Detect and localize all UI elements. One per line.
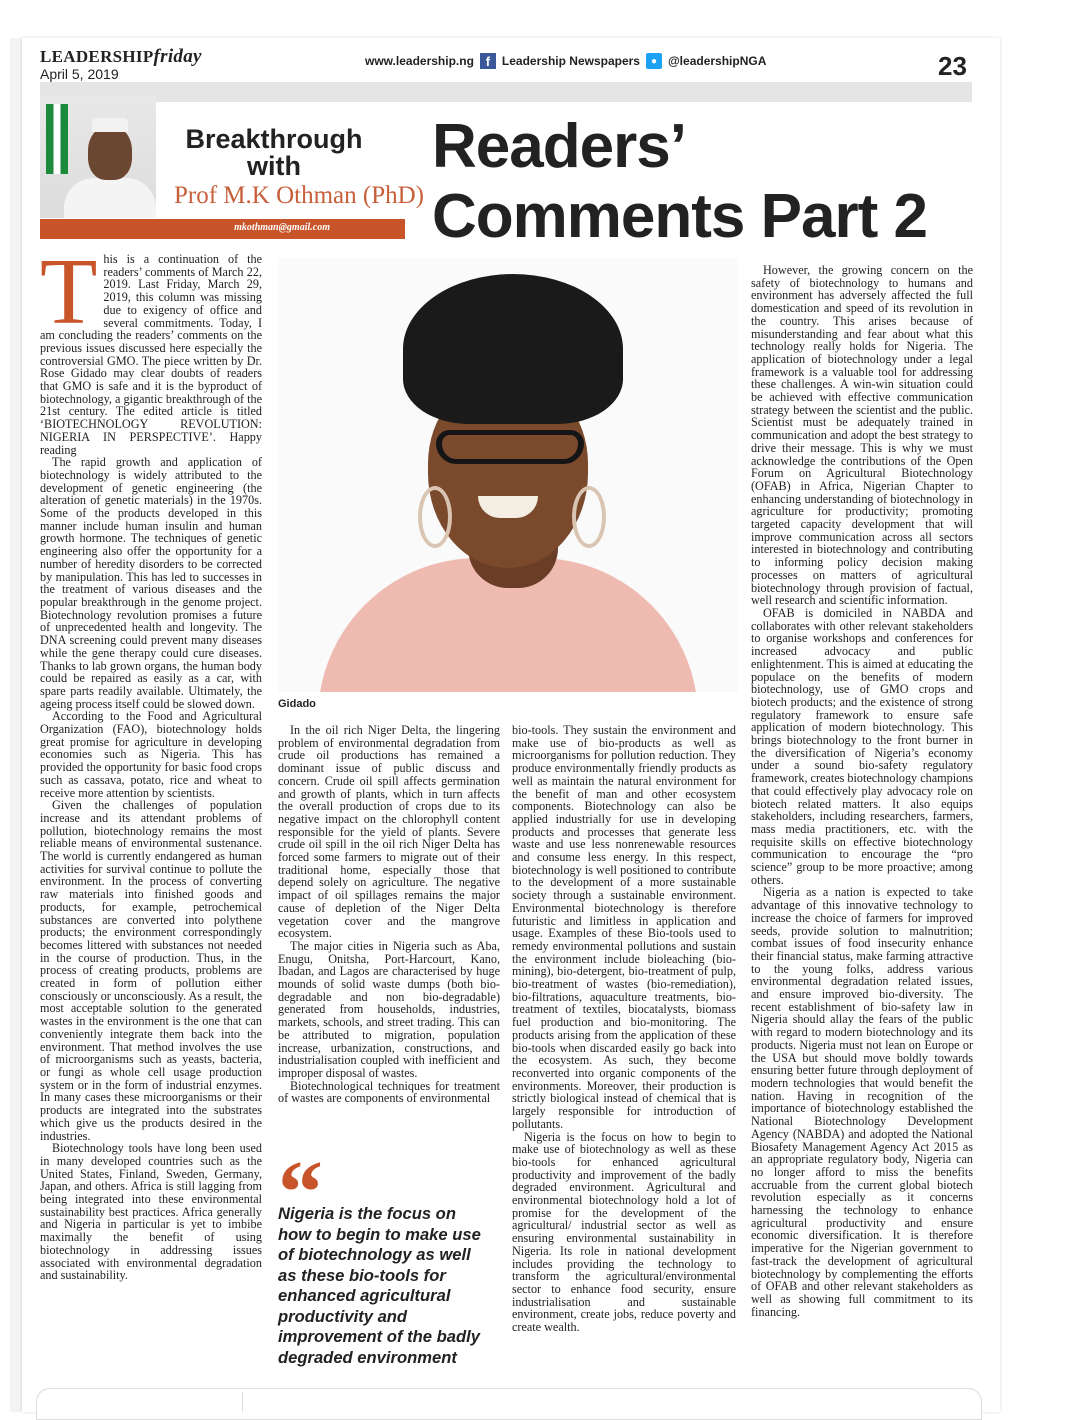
paragraph: Biotechnology tools have long been used in many developed countries such as the United States, Finland, Sweden, Germany, Japan, and others. Africa is still lagging from being integrated into these environmental sustainability best practices. Africa generally and Nigeria in particular is yet to imbibe maximally the benefit of using biotechnology in addressing issues associated with environmental degradation and sustainability. [40,1141,262,1283]
header-links [365,53,766,69]
twitter-icon: ● [646,53,662,69]
pull-quote: Nigeria is the focus on how to begin to make use of biotechnology as well as these bio-tools for enhanced agricultural productivity and improvement of the badly degraded environment [278,1204,481,1367]
article-column-2 [278,724,500,1105]
paragraph: The rapid growth and application of biotechnology is widely attributed to the development of genetic engineering (the alteration of genetic materials) in the 1970s. Some of the products developed in this manner include human insulin and human growth hormone. The techniques of genetic engineering also offer the opportunity for a number of heredity disorders to be corrected by manipulation. This has led to successes in the treatment of various diseases and the popular breakthrough in the genome project. Biotechnology revolution promises a future of unprecedented health and longevity. The DNA screening could prevent many diseases while the gene therapy could cure diseases. Thanks to lab grown organs, the human body could be repaired as easily as a car, with spare parts readily available. Ultimately, the ageing process itself could be slowed down. [40,455,262,711]
article-column-3 [512,724,736,1334]
issue-date: April 5, 2019 [40,66,119,82]
paragraph: According to the Food and Agricultural Organization (FAO), biotechnology holds great promise for agriculture in developing economies such as Nigeria. This has provided the opportunity for basic food crops such as cassava, potato, rice and wheat to receive more attention by scientists. [40,709,262,800]
masthead-logo [40,46,202,68]
photo-headwrap [403,274,623,424]
paragraph: In the oil rich Niger Delta, the lingering problem of environmental degradation from crude oil productions has remained a dominant issue of public discuss and concern. Crude oil spill affects germination and growth of plants, which in turn affects the overall production of crops due to its negative impact on the chlorophyll content responsible for the yield of plants. Severe crude oil spill in the oil rich Niger Delta has forced some farmers to migrate out of their traditional home, especially those that depend solely on agriculture. The negative impact of oil spillages remains the major cause of depletion of the Niger Delta vegetation cover and the mangrove ecosystem. [278,723,500,941]
brand-main: LEADERSHIP [40,47,154,66]
photo-glasses [436,430,584,464]
paragraph [40,240,262,457]
paragraph: The major cities in Nigeria such as Aba, Enugu, Onitsha, Port-Harcourt, Kano, Ibadan, and Lagos are characterised by huge mounds of solid waste dumps (both bio-degradable and non bio-degradable) generated from households, industries, markets, schools, and street trading. This can be attributed to migration, population increase, urbanization, constructions, and industrialisation coupled with inefficient and improper disposal of wastes. [278,938,500,1080]
photo-caption: Gidado [278,698,316,710]
column-title [174,126,374,180]
cap-shape [92,118,128,132]
columnist-email[interactable]: mkothman@gmail.com [234,222,330,233]
article-column-4 [751,264,973,1318]
bottom-divider [242,1392,243,1412]
brand-sub: friday [153,46,202,67]
paragraph: Nigeria is the focus on how to begin to make use of biotechnology as well as these bio-tools for enhanced agricultural productivity and improvement of the badly degraded environment. Agricultural and environmental biotechnology hold a lot of promise for the development of the agricultural/ industrial sector as well as ensuring environmental sustainability in Nigeria. Its role in national development includes providing the technology to transform the agricultural/environmental sector to enhance food security, ensure industrialisation and sustainable environment, create jobs, reduce poverty and create wealth. [512,1129,736,1335]
bottom-panel [36,1388,982,1420]
article-photo [278,258,738,692]
website-link[interactable]: www.leadership.ng [365,54,474,68]
paragraph: Given the challenges of population increase and its attendant problems of pollution, biotechnology remains the most reliable means of environmental sustenance. The world is currently endangered as human activities for survival continue to pollute the environment. In the process of converting raw materials into finished goods and products, for example, petrochemical substances are converted into polythene products; the environment correspondingly becomes littered with substances not needed in the course of production. Thus, in the process of creating products, problems are created in form of pollution either consciously or unconsciously. As a result, the most acceptable solution to the generated wastes in the environment is the one that can conveniently integrate them back into the environment. That method involves the use of microorganisms such as yeasts, bacteria, or fungi as whole cell usage production system or in the form of industrial enzymes. In many cases these microorganisms or their products are integrated into the substrates which give us the products desired in the industries. [40,798,262,1143]
email-bar [40,219,405,239]
paragraph: Nigeria as a nation is expected to take advantage of this innovative technology to increase the choice of farmers for improved seeds, provide solution to malnutrition; combat issues of food insecurity enhance their financial status, make farming attractive to the young folks, address various environmental degradation related issues, and ensure improved bio-diversity. The recent establishment of bio-safety law in Nigeria should allay the fears of the public with regard to modern biotechnology and its products. Nigeria must not lean on Europe or the USA but should move boldly towards ensuring better future through deployment of modern technologies that would benefit the nation. Having in recognition of the importance of biotechnology established the National Biotechnology Development Agency (NABDA) and adopted the National Biosafety Management Agency Act 2015 as an appropriate regulatory body, Nigeria can no longer afford to miss the benefits accruable from the current global biotech revolution especially as it concerns harnessing the technology to enhance agricultural productivity and ensure economic diversification. It is therefore imperative for the Nigerian government to fast-track the development of agricultural biotechnology by complementing the efforts of OFAB and other relevant stakeholders as well as showing full commitment to its financing. [751,885,973,1319]
paragraph-text: his is a continuation of the readers’ comments of March 22, 2019. Last Friday, March 29, 2019, this column was missing due to exigency of office and several commitments. Today, I am concluding the readers’ comments on the previous issues discussed here especially the controversial GMO. The piece written by Dr. Rose Gidado may clear doubts of readers that GMO is safe and it is the byproduct of biotechnology, a gigantic breakthrough of the 21st century. The edited article is titled ‘BIOTECHNOLOGY REVOLUTION: NIGERIA IN PERSPECTIVE’. Happy reading [40,252,262,457]
flag-graphic [46,104,68,174]
photo-earring-right [572,486,606,548]
paragraph: However, the growing concern on the safety of biotechnology to humans and environment has adversely affected the full domestication and speed of its revolution in the country. This arises because of misunderstanding and fear about what this technology really holds for Nigeria. The application of biotechnology under a legal framework is a valuable tool for addressing these challenges. A win-win situation could be achieved with effective communication strategy between the scientist and the public. Scientist must be adequately trained in communication and adopt the best strategy to drive their message. This is why we must acknowledge the contributions of the Open Forum on Agricultural Biotechnology (OFAB) in Africa, Nigerian Chapter to enhancing understanding of biotechnology in agriculture for productivity; promoting targeted capacity development that will improve communication across all sectors interested in biotechnology and contributing to informing policy decision making processes on matters of agricultural biotechnology through provision of factual, well research and scientific information. [751,263,973,608]
head-shape [88,126,132,180]
columnist-name: Prof M.K Othman (PhD) [174,182,424,209]
article-column-1 [40,240,262,1283]
photo-earring-left [418,486,452,548]
quote-mark-icon: “ [278,1143,323,1242]
header-bar [40,82,972,102]
page-number: 23 [938,51,967,81]
paragraph: OFAB is domiciled in NABDA and collaborates with other relevant stakeholders to organise workshops and conferences for increased advocacy and public enlightenment. This is aimed at educating the populace on the benefits of modern biotechnology, use of GMO crops and biotech products; and the existence of strong regulatory framework to ensure safe application of modern biotechnology. This brings biotechnology to the front burner in the diversification of Nigeria’s economy under a sound bio-safety regulatory framework, creates biotechnology champions that could effectively play advocacy role on biotech related matters. It also equips stakeholders, including researchers, farmers, mass media practitioners, etc. with the requisite skills on effective biotechnology communication to encourage the “pro science” group to be more proactive; among others. [751,605,974,887]
column-title-breakthrough: Breakthrough [185,124,363,154]
facebook-icon: f [480,53,496,69]
headline-line1: Readers’ [432,112,686,181]
twitter-link[interactable]: @leadershipNGA [667,54,767,68]
column-title-with: with [247,151,301,181]
paragraph: bio-tools. They sustain the environment and make use of bio-products as well as microorganisms for pollution reduction. They produce environmentally friendly products as well as maintain the natural environment for the benefit of man and other ecosystem components. Biotechnology can also be applied industrially for use in developing products and processes that generate less waste and use less nonrenewable resources and consume less energy. In this respect, biotechnology is well positioned to contribute to the development of a more sustainable society through a sustainable environment. Environmental biotechnology is therefore futuristic and limitless in application and usage. Examples of these Bio-tools used to remedy environmental pollutions and sustain the environment include bioleaching (bio-mining), bio-detergent, bio-treatment of pulp, bio-treatment of wastes (bio-remediation), bio-filtrations, aquaculture treatments, bio-treatment of textiles, biocatalysts, biomass fuel production and bio-monitoring. The products arising from the application of these bio-tools when discarded easily go back into the ecosystem. As such, they become reconverted into organic components of the environments. Moreover, their production is strictly biological instead of chemical that is largely responsible for introduction of pollutants. [512,723,736,1131]
drop-cap: T [40,240,98,344]
facebook-link[interactable]: Leadership Newspapers [501,54,640,68]
columnist-portrait [40,96,156,218]
headline-line2: Comments Part 2 [432,182,927,251]
robe-shape [64,178,156,218]
paragraph: Biotechnological techniques for treatment of wastes are components of environmental [278,1078,500,1106]
article-headline [432,112,972,252]
